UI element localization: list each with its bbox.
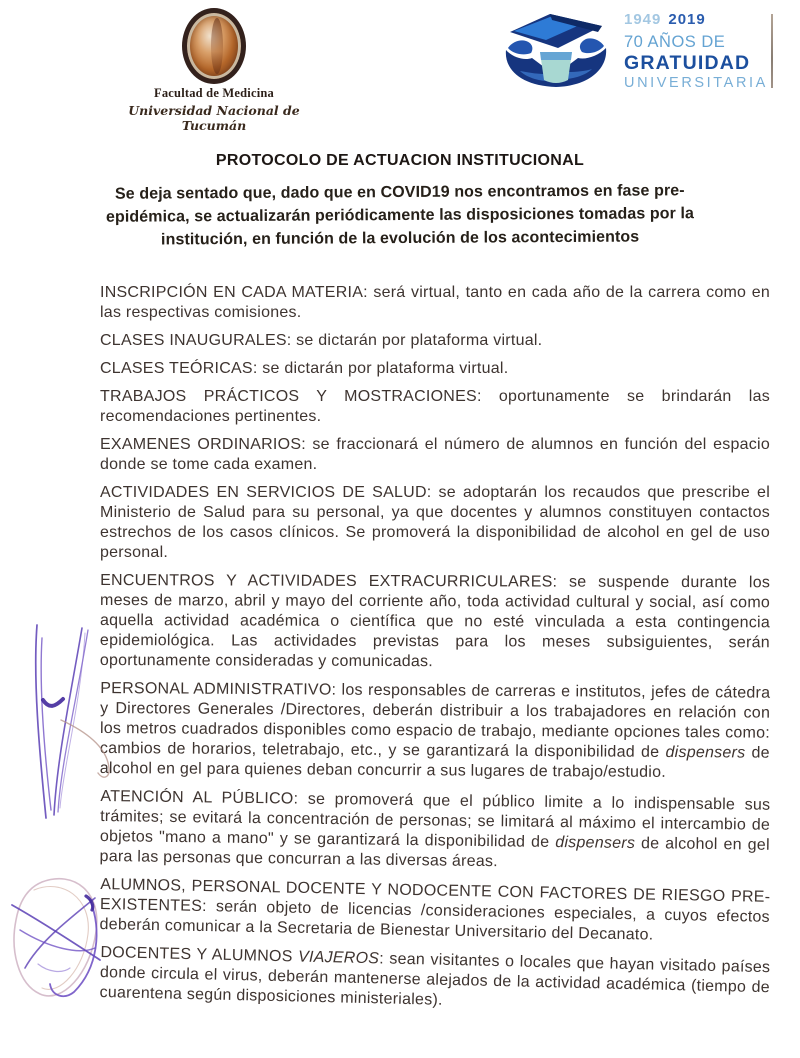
paragraph xyxy=(100,359,770,379)
paragraph xyxy=(100,387,770,427)
graduation-cap-icon xyxy=(498,8,614,92)
paragraph-text: EXAMENES ORDINARIOS: se fraccionará el número de alumnos en función del espacio donde se tome cada examen. xyxy=(100,436,770,473)
paragraph-italic-text: VIAJEROS xyxy=(297,948,380,968)
anniversary-logo xyxy=(498,4,778,104)
paragraph-italic-text: dispensers xyxy=(555,833,636,853)
paragraph-text: CLASES INAUGURALES: se dictarán por plataforma virtual. xyxy=(100,332,543,349)
paragraph-text: DOCENTES Y ALUMNOS xyxy=(100,944,299,966)
paragraph xyxy=(100,331,770,351)
anniversary-line1: 70 AÑOS DE xyxy=(624,33,726,51)
paragraph-text: : sean visitantes o locales que hayan visitado países donde circula el virus, deberán mantenerse alejados de la actividad académica (tiempo de cuarentena según disposiciones ministeriales). xyxy=(99,950,771,1009)
paragraph xyxy=(100,679,771,784)
paragraph xyxy=(100,283,770,323)
paragraph xyxy=(99,943,770,1018)
faculty-name: Facultad de Medicina xyxy=(154,86,274,100)
anniversary-years xyxy=(624,12,784,27)
anniversary-line2: GRATUIDAD xyxy=(624,51,751,74)
paragraph-text: ENCUENTROS Y ACTIVIDADES EXTRACURRICULARES: se suspende durante los meses de marzo, abril y mayo del corriente año, toda actividad cultural y social, así como aquella actividad académica o científica que no esté vinculada a esta contingencia epidemiológica. Las actividades previstas para los meses subsiguientes, serán oportunamente consideradas y comunicadas. xyxy=(99,572,771,671)
faculty-header xyxy=(108,86,320,133)
document-body xyxy=(100,283,770,1011)
paragraph xyxy=(99,787,770,876)
paragraph-italic-text: dispensers xyxy=(665,743,746,762)
anniversary-line3: UNIVERSITARIA xyxy=(624,75,768,91)
paragraph xyxy=(100,435,770,475)
paragraph-text: INSCRIPCIÓN EN CADA MATERIA: será virtual, tanto en cada año de la carrera como en las respectivas comisiones. xyxy=(100,284,770,321)
document-title: PROTOCOLO DE ACTUACION INSTITUCIONAL xyxy=(215,152,585,169)
paragraph-text: CLASES TEÓRICAS: se dictarán por plataforma virtual. xyxy=(100,360,509,377)
university-name: Universidad Nacional de Tucumán xyxy=(128,103,300,133)
paragraph-text: ACTIVIDADES EN SERVICIOS DE SALUD: se adoptarán los recaudos que prescribe el Ministerio de Salud para su personal, ya que docentes y alumnos constituyen contactos estrechos de los casos clínicos. Se promoverá la disponibilidad de alcohol en gel de uso personal. xyxy=(100,484,770,561)
paragraph-text: TRABAJOS PRÁCTICOS Y MOSTRACIONES: oportunamente se brindarán las recomendaciones pertinentes. xyxy=(100,388,770,425)
paragraph-text: de alcohol en gel para quienes deban concurrir a sus lugares de trabajo/estudio. xyxy=(99,744,770,781)
anniversary-text xyxy=(624,12,784,91)
year-end: 2019 xyxy=(668,11,706,28)
paragraph xyxy=(100,483,770,563)
paragraph xyxy=(99,875,770,948)
paragraph-text: de alcohol en gel para las personas que concurran a las diversas áreas. xyxy=(99,835,770,871)
paragraph xyxy=(100,571,770,673)
document-subtitle: Se deja sentado que, dado que en COVID19 nos encontramos en fase pre-epidémica, se actualizarán periódicamente las disposiciones tomadas por la institución, en función de la evolución de los acontecimientos xyxy=(105,182,695,249)
paragraph-text: ATENCIÓN AL PÚBLICO: se promoverá que el público limite a lo indispensable sus trámites; se evitará la concentración de personas; se limitará al máximo el intercambio de objetos "mano a mano" y se garantizará la disponibilidad de xyxy=(99,788,771,851)
university-seal-icon xyxy=(182,8,246,84)
paragraph-text: ALUMNOS, PERSONAL DOCENTE Y NODOCENTE CON FACTORES DE RIESGO PRE-EXISTENTES: serán objeto de licencias /consideraciones especiales, a cuyos efectos deberán comunicar a la Secretaria de Bienestar Universitario del Decanato. xyxy=(99,876,771,944)
year-start: 1949 xyxy=(624,11,662,28)
paragraph-text: PERSONAL ADMINISTRATIVO: los responsables de carreras e institutos, jefes de cátedra y Directores Generales /Directores, deberán distribuir a los trabajadores en relación con los metros cuadrados disponibles como espacio de trabajo, mediante opciones tales como: cambios de horarios, teletrabajo, etc., y se garantizará la disponibilidad de xyxy=(99,680,771,761)
scan-artifact-line xyxy=(771,14,773,88)
